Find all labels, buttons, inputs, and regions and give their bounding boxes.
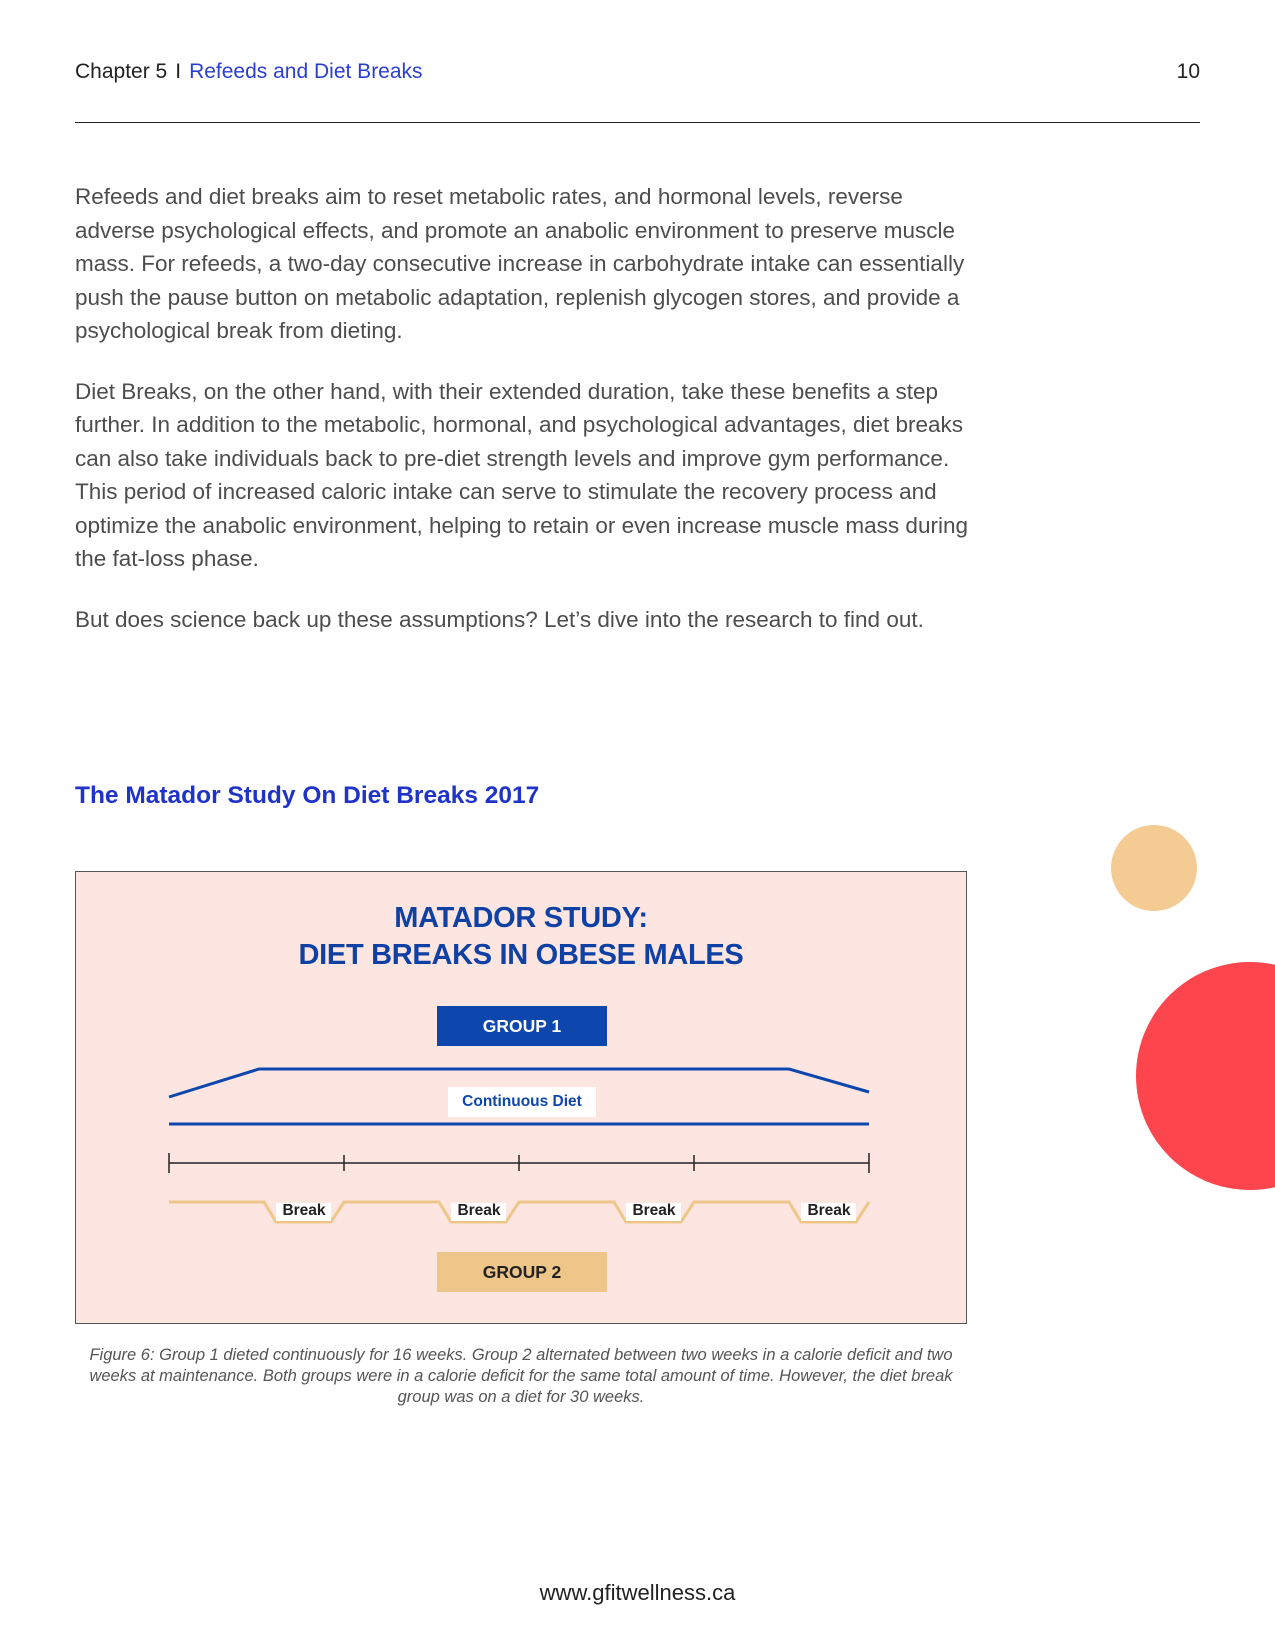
figure-caption: Figure 6: Group 1 dieted continuously for 16 weeks. Group 2 alternated between two weeks in a calorie deficit and two weeks at maintenance. Both groups were in a calorie deficit for the same total amount of time. However, the diet break group was on a diet for 30 weeks.: [89, 1346, 953, 1406]
break-label: Break: [807, 1202, 851, 1219]
decorative-circle-peach: [1111, 825, 1197, 911]
page-number: 10: [1176, 60, 1200, 83]
matador-figure: [75, 871, 967, 1324]
decorative-circle-red: [1136, 962, 1275, 1190]
paragraph: Diet Breaks, on the other hand, with their extended duration, take these benefits a step further. In addition to the metabolic, hormonal, and psychological advantages, diet breaks can also take individuals back to pre-diet strength levels and improve gym performance. This period of increased caloric intake can serve to stimulate the recovery process and optimize the anabolic environment, helping to retain or even increase muscle mass during the fat-loss phase.: [75, 378, 968, 571]
group2-label-box: GROUP 2: [437, 1252, 607, 1292]
page-header: [75, 60, 1200, 84]
chapter-label: Chapter 5: [75, 60, 168, 83]
section-heading: The Matador Study On Diet Breaks 2017: [75, 782, 540, 809]
break-label: Break: [632, 1202, 676, 1219]
figure-title-line1: MATADOR STUDY:: [394, 902, 648, 934]
break-label: Break: [282, 1202, 326, 1219]
paragraph: Refeeds and diet breaks aim to reset metabolic rates, and hormonal levels, reverse adverse psychological effects, and promote an anabolic environment to preserve muscle mass. For refeeds, a two-day consecutive increase in carbohydrate intake can essentially push the pause button on metabolic adaptation, replenish glycogen stores, and provide a psychological break from dieting.: [75, 184, 965, 343]
paragraph: But does science back up these assumptions? Let’s dive into the research to find out.: [75, 606, 924, 632]
section-title: Refeeds and Diet Breaks: [189, 60, 423, 83]
header-rule: [75, 122, 1200, 123]
continuous-diet-label: Continuous Diet: [448, 1087, 596, 1117]
footer-url: www.gfitwellness.ca: [539, 1580, 736, 1605]
figure-title-line2: DIET BREAKS IN OBESE MALES: [298, 939, 744, 971]
group1-label-box: GROUP 1: [437, 1006, 607, 1046]
body-text: [75, 180, 975, 663]
header-separator: I: [175, 60, 182, 83]
break-label: Break: [457, 1202, 501, 1219]
